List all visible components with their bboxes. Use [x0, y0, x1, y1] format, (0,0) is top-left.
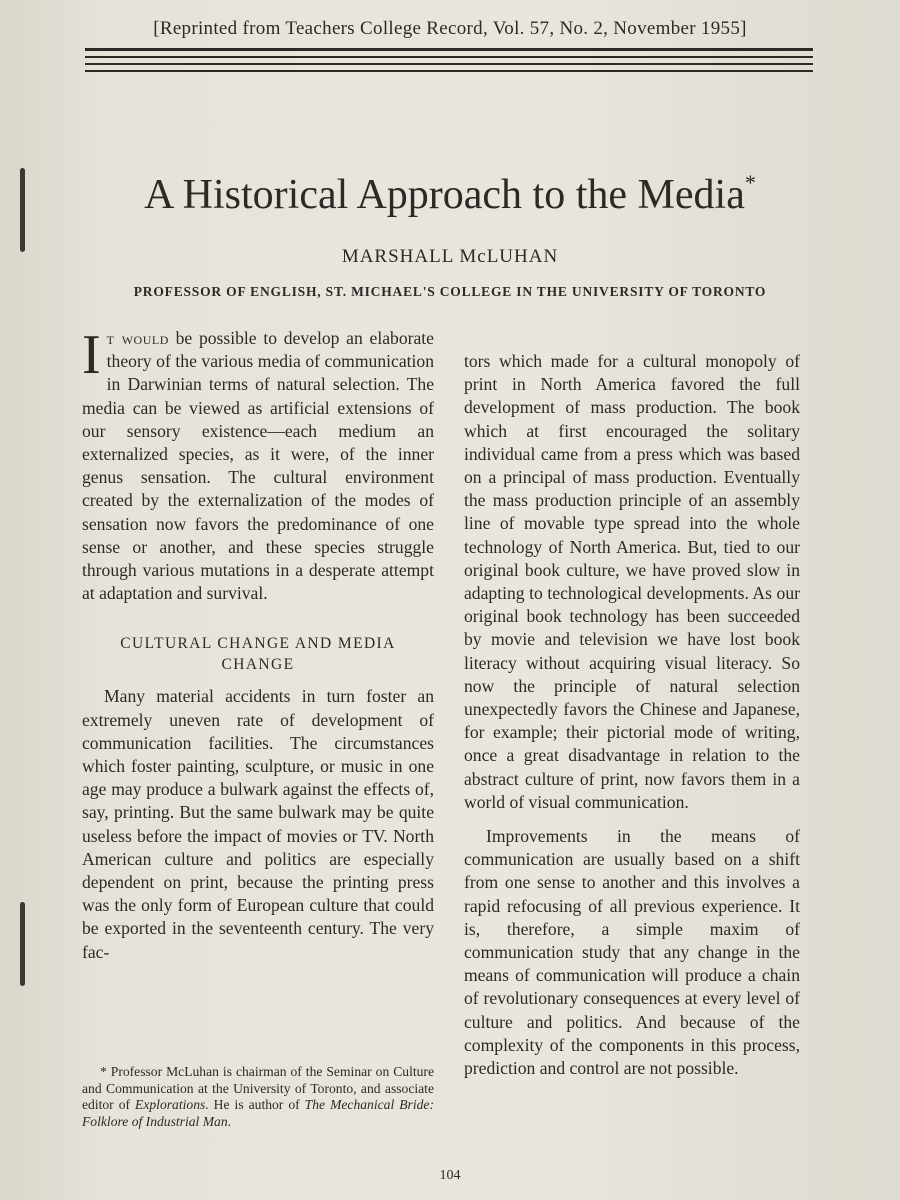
section-heading: CULTURAL CHANGE AND MEDIA CHANGE	[120, 635, 396, 674]
body-paragraph: Many material accidents in turn foster an extremely uneven rate of development of communication facilities. The circumstances which foster painting, sculpture, or music in one age may produce a bulwark against the effects of, say, printing. But the same bulwark may be quite useless before the impact of movies or TV. North American culture and politics are especially dependent on print, because the printing press was the only form of European culture that could be exported in the seventeenth century. The very fac-	[82, 686, 434, 962]
drop-cap: I	[82, 324, 101, 386]
page-number: 104	[439, 1168, 461, 1183]
footnote-text: Professor McLuhan is chairman of the Seminar on Culture and Communication at the University of Toronto, and associate editor of	[82, 1064, 434, 1112]
footnote-journal: Explorations	[135, 1097, 206, 1112]
footnote-text: . He is author of	[205, 1097, 305, 1112]
right-column	[464, 350, 800, 1080]
body-paragraph: Improvements in the means of communication are usually based on a shift from one sense to another and this involves a rapid refocusing of all previous experience. It is, therefore, a simple maxim of communication study that any change in the means of communication will produce a chain of revolutionary consequences at every level of culture and politics. And because of the complexity of the components in this process, prediction and control are not possible.	[464, 826, 800, 1079]
header-rule	[85, 56, 813, 58]
author-affiliation: PROFESSOR OF ENGLISH, ST. MICHAEL'S COLLEGE IN THE UNIVERSITY OF TORONTO	[133, 284, 767, 299]
binding-clip-bottom	[20, 902, 25, 986]
opening-smallcaps: t would	[106, 328, 169, 348]
body-paragraph: tors which made for a cultural monopoly of print in North America favored the full development of mass production. The book which at first encouraged the solitary individual came from a press which was based on a principal of mass production. Eventually the mass production principle of an assembly line of movable type spread into the whole technology of North America. But, tied to our original book culture, we have proved slow in adapting to technological developments. As our original book technology has been succeeded by movie and television we have lost book literacy without acquiring visual literacy. So now the principle of natural selection unexpectedly favors the Chinese and Japanese, for example; their pictorial mode of writing, once a great disadvantage in relation to the abstract culture of print, now favors them in a world of visual communication.	[464, 351, 800, 812]
header-rule	[85, 70, 813, 72]
opening-paragraph-text: be possible to develop an elaborate theory of the various media of communication in Darwinian terms of natural selection. The media can be viewed as artificial extensions of our sensory existence—each medium an externalized species, as it were, of the inner genus sensation. The cultural environment created by the externalization of the modes of sensation now favors the predominance of one sense or another, and these species struggle through various mutations in a desperate attempt at adaptation and survival.	[82, 328, 434, 604]
header-rule	[85, 63, 813, 65]
footnote-book: The Mechanical Bride: Folklore of Industrial Man	[82, 1097, 434, 1129]
title-footnote-mark: *	[744, 170, 756, 195]
footnote	[82, 1064, 434, 1130]
author-name: MARSHALL McLUHAN	[341, 246, 559, 267]
article-title	[0, 170, 900, 219]
left-column	[82, 324, 434, 964]
header-rules	[85, 48, 813, 77]
footnote-text: .	[227, 1113, 232, 1129]
reprint-line: [Reprinted from Teachers College Record, Vol. 57, No. 2, November 1955]	[153, 18, 747, 39]
article-title-text: A Historical Approach to the Media	[144, 172, 745, 218]
footnote-mark: *	[100, 1064, 107, 1079]
header-rule	[85, 48, 813, 51]
opening-paragraph	[82, 324, 434, 605]
